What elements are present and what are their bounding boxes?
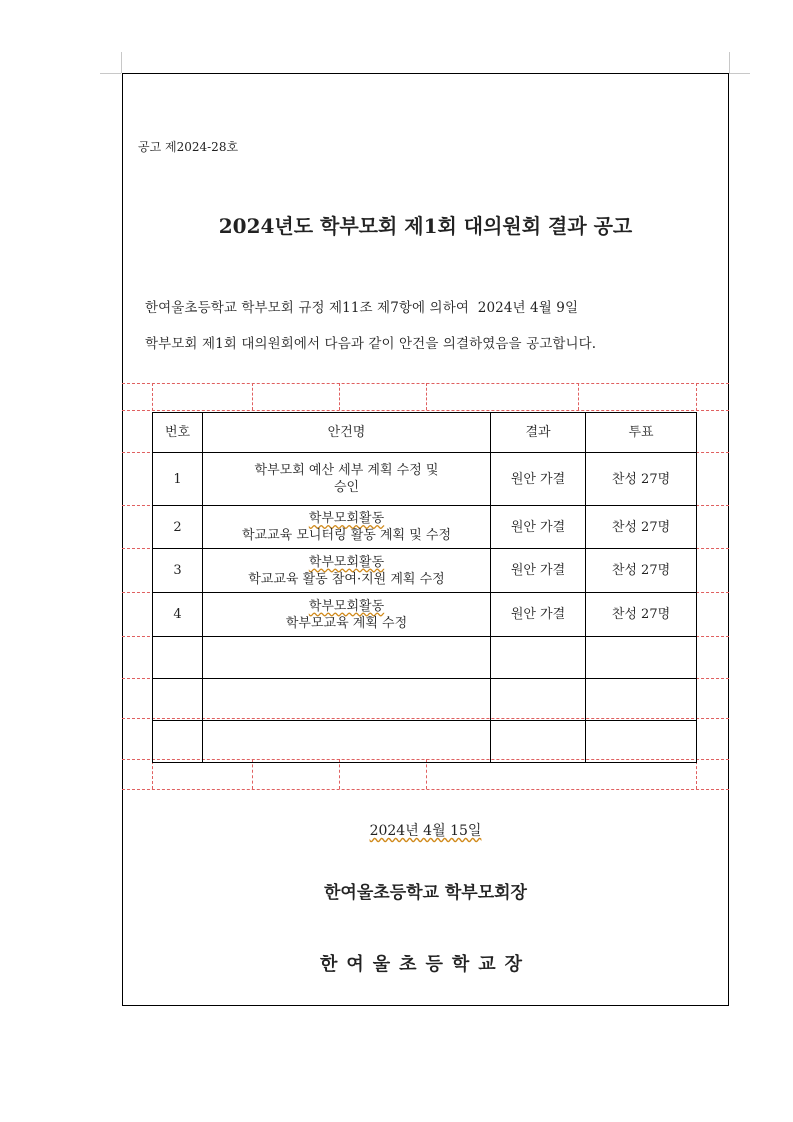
cell-agenda xyxy=(203,453,491,506)
corner-guide xyxy=(729,52,730,73)
agenda-line-1: 학부모회활동 xyxy=(308,554,385,570)
cell-empty xyxy=(153,637,203,679)
cell-empty xyxy=(203,721,491,763)
agenda-line-1: 학부모회활동 xyxy=(308,598,385,614)
agenda-line-2: 승인 xyxy=(333,480,360,495)
cell-vote: 찬성 27명 xyxy=(586,506,697,549)
col-header-result: 결과 xyxy=(491,413,586,453)
cell-empty xyxy=(153,679,203,721)
cell-vote: 찬성 27명 xyxy=(586,549,697,593)
cell-no: 4 xyxy=(153,593,203,637)
body-line-1: 한여울초등학교 학부모회 규정 제11조 제7항에 의하여 2024년 4월 9일 xyxy=(145,300,579,316)
table-row-empty xyxy=(153,637,697,679)
table-row xyxy=(153,549,697,593)
cell-vote: 찬성 27명 xyxy=(586,453,697,506)
document-title: 2024년도 학부모회 제1회 대의원회 결과 공고 xyxy=(218,214,633,238)
signature-parents-association: 한여울초등학교 학부모회장 xyxy=(324,883,527,903)
agenda-line-2: 학교교육 모니터링 활동 계획 및 수정 xyxy=(241,528,452,543)
grid-line xyxy=(339,759,340,789)
grid-line xyxy=(122,410,729,411)
agenda-line-2: 학교교육 활동 참여·지원 계획 수정 xyxy=(248,571,445,587)
table-header-row xyxy=(153,413,697,453)
col-header-no: 번호 xyxy=(153,413,203,453)
cell-result: 원안 가결 xyxy=(491,593,586,637)
corner-guide xyxy=(100,73,121,74)
table-row xyxy=(153,453,697,506)
cell-empty xyxy=(153,721,203,763)
cell-empty xyxy=(586,637,697,679)
cell-empty xyxy=(491,637,586,679)
table-row-empty xyxy=(153,679,697,721)
grid-line xyxy=(426,383,427,410)
corner-guide xyxy=(729,73,750,74)
cell-empty xyxy=(203,679,491,721)
cell-agenda xyxy=(203,593,491,637)
table-row-empty xyxy=(153,721,697,763)
agenda-line-1: 학부모회활동 xyxy=(308,511,385,526)
agenda-line-2: 학부모교육 계획 수정 xyxy=(285,615,408,631)
corner-guide xyxy=(121,52,122,73)
notice-number: 공고 제2024-28호 xyxy=(138,140,239,154)
signature-principal: 한여울초등학교장 xyxy=(319,954,532,975)
table-row xyxy=(153,506,697,549)
grid-line xyxy=(339,383,340,410)
cell-empty xyxy=(491,679,586,721)
grid-line xyxy=(122,789,729,790)
agenda-line-1: 학부모회 예산 세부 계획 수정 및 xyxy=(254,463,439,478)
grid-line xyxy=(252,759,253,789)
table-row xyxy=(153,593,697,637)
cell-result: 원안 가결 xyxy=(491,506,586,549)
announcement-date: 2024년 4월 15일 xyxy=(369,823,482,839)
cell-vote: 찬성 27명 xyxy=(586,593,697,637)
grid-line xyxy=(426,759,427,789)
cell-agenda xyxy=(203,549,491,593)
agenda-table xyxy=(152,412,697,763)
cell-no: 1 xyxy=(153,453,203,506)
col-header-agenda: 안건명 xyxy=(203,413,491,453)
cell-result: 원안 가결 xyxy=(491,453,586,506)
grid-line xyxy=(578,383,579,410)
cell-empty xyxy=(586,721,697,763)
cell-empty xyxy=(586,679,697,721)
grid-line xyxy=(252,383,253,410)
cell-agenda xyxy=(203,506,491,549)
body-line-2: 학부모회 제1회 대의원회에서 다음과 같이 안건을 의결하였음을 공고합니다. xyxy=(145,336,597,352)
cell-no: 2 xyxy=(153,506,203,549)
cell-result: 원안 가결 xyxy=(491,549,586,593)
cell-no: 3 xyxy=(153,549,203,593)
cell-empty xyxy=(491,721,586,763)
col-header-vote: 투표 xyxy=(586,413,697,453)
cell-empty xyxy=(203,637,491,679)
